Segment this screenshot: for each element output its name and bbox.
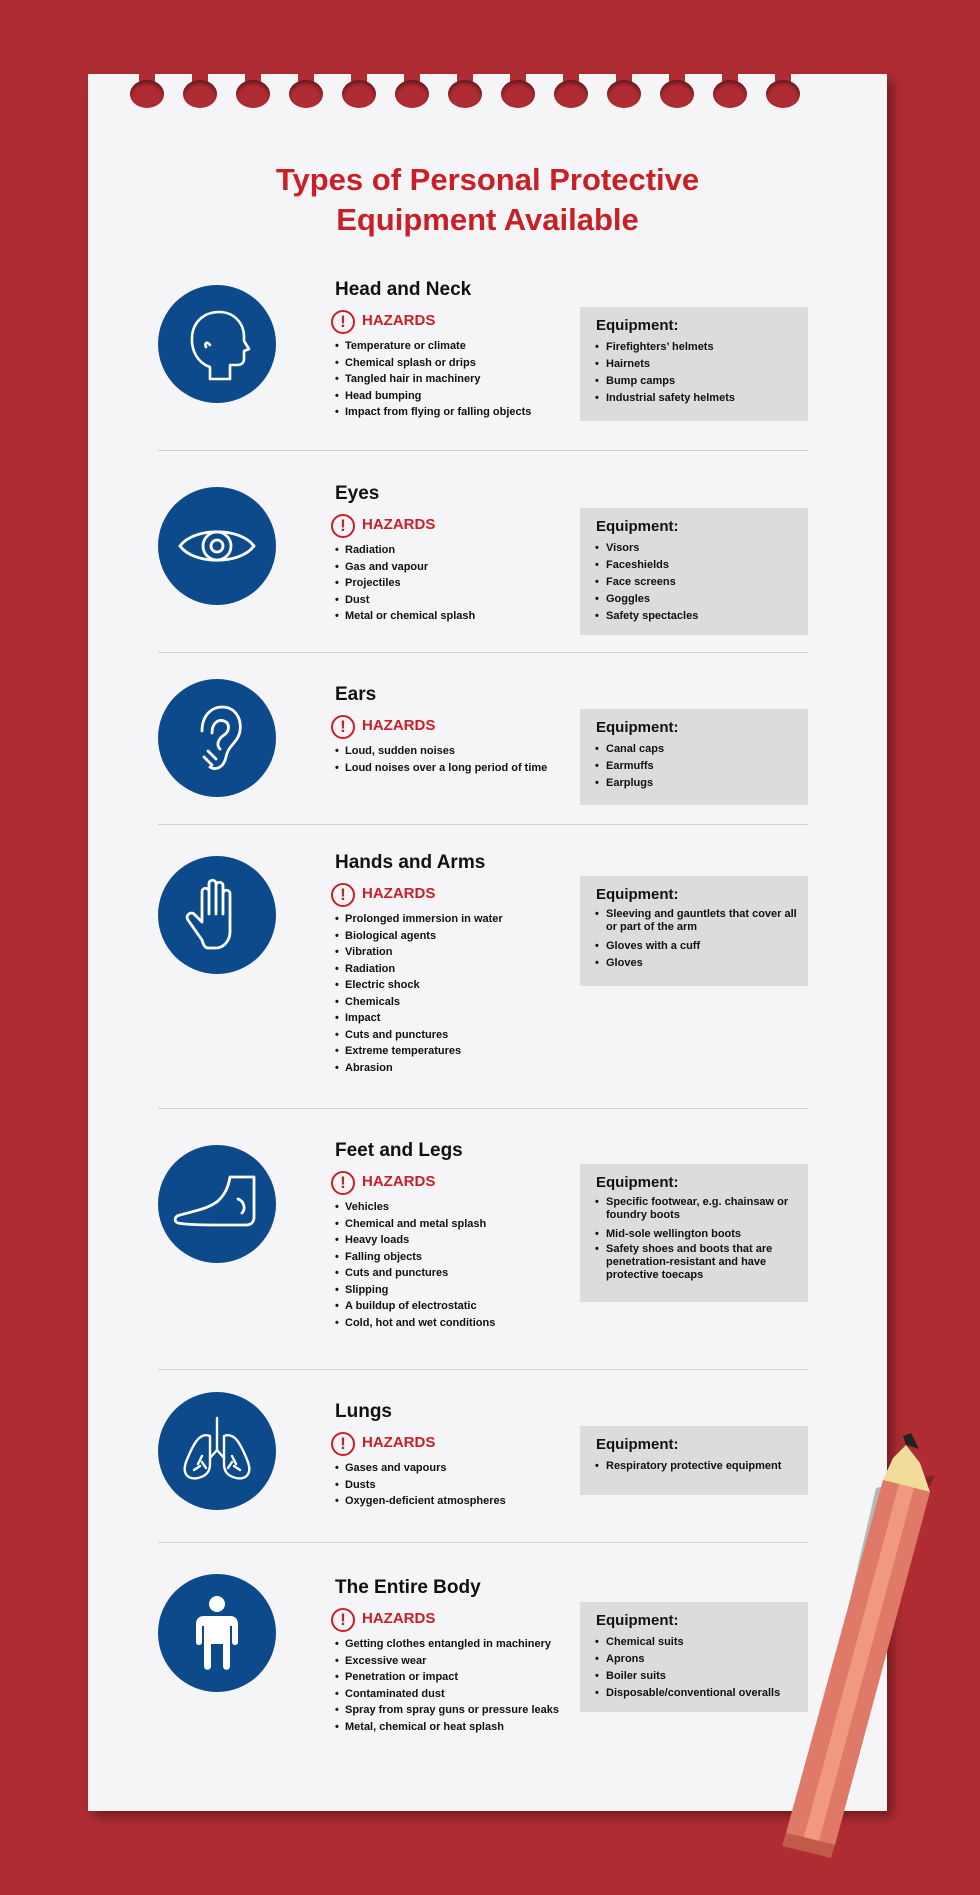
binding-hole (448, 70, 482, 110)
hazard-item: • Electric shock (335, 977, 565, 994)
equipment-item: • Disposable/conventional overalls (595, 1685, 799, 1702)
hazard-item: • Impact (335, 1010, 565, 1027)
hazard-item: • Falling objects (335, 1249, 565, 1266)
equipment-list (595, 1196, 799, 1286)
hazards-list (335, 338, 565, 421)
section-title: Head and Neck (335, 279, 472, 300)
equipment-item: • Goggles (595, 591, 799, 608)
hazards-list (335, 1199, 565, 1331)
divider (158, 1542, 808, 1543)
equipment-box (580, 1426, 808, 1495)
equipment-item: • Chemical suits (595, 1634, 799, 1651)
warning-icon: ! (331, 1171, 355, 1195)
divider (158, 652, 808, 653)
hazard-item: • Vehicles (335, 1199, 565, 1216)
binding-hole (130, 70, 164, 110)
notepad-page (88, 74, 887, 1811)
hazards-label: HAZARDS (362, 516, 436, 533)
hazard-item: • Getting clothes entangled in machinery (335, 1636, 570, 1653)
binding-hole (660, 70, 694, 110)
body-icon (158, 1574, 276, 1692)
divider (158, 1108, 808, 1109)
hazards-list (335, 1460, 565, 1510)
equipment-list (595, 1458, 799, 1475)
hazard-item: • Temperature or climate (335, 338, 565, 355)
hazard-item: • Extreme temperatures (335, 1043, 565, 1060)
equipment-item: • Sleeving and gauntlets that cover all or part of the arm (595, 908, 799, 934)
hazard-item: • Radiation (335, 542, 565, 559)
hazard-item: • Gases and vapours (335, 1460, 565, 1477)
equipment-box (580, 876, 808, 986)
hazard-item: • Prolonged immersion in water (335, 911, 565, 928)
hazard-item: • Chemical splash or drips (335, 355, 565, 372)
equipment-list (595, 1634, 799, 1702)
hazard-item: • Abrasion (335, 1060, 565, 1077)
equipment-label: Equipment: (596, 1436, 679, 1453)
head-icon (158, 285, 276, 403)
equipment-list (595, 741, 799, 792)
binding-hole (501, 70, 535, 110)
hazard-item: • Head bumping (335, 388, 565, 405)
equipment-box (580, 1164, 808, 1302)
title-line-1: Types of Personal Protective (275, 162, 700, 197)
hazard-item: • Gas and vapour (335, 559, 565, 576)
equipment-list (595, 540, 799, 625)
divider (158, 1369, 808, 1370)
hazard-item: • Spray from spray guns or pressure leaks (335, 1702, 570, 1719)
equipment-label: Equipment: (596, 1612, 679, 1629)
equipment-item: • Visors (595, 540, 799, 557)
hazard-item: • Projectiles (335, 575, 565, 592)
title-line-2: Equipment Available (336, 202, 639, 237)
binding-hole (183, 70, 217, 110)
section-title: The Entire Body (335, 1577, 481, 1598)
hazard-item: • Cold, hot and wet conditions (335, 1315, 565, 1332)
hazards-label: HAZARDS (362, 717, 436, 734)
equipment-item: • Aprons (595, 1651, 799, 1668)
hazards-list (335, 1636, 570, 1735)
equipment-item: • Safety shoes and boots that are penetration-resistant and have protective toecaps (595, 1243, 799, 1282)
hazard-item: • Dust (335, 592, 565, 609)
warning-icon: ! (331, 715, 355, 739)
equipment-label: Equipment: (596, 719, 679, 736)
equipment-item: • Faceshields (595, 557, 799, 574)
warning-icon: ! (331, 310, 355, 334)
hazards-list (335, 743, 565, 776)
equipment-box (580, 709, 808, 805)
equipment-item: • Boiler suits (595, 1668, 799, 1685)
hazard-item: • Oxygen-deficient atmospheres (335, 1493, 565, 1510)
eye-icon (158, 487, 276, 605)
equipment-item: • Earmuffs (595, 758, 799, 775)
binding-hole (554, 70, 588, 110)
hazard-item: • Slipping (335, 1282, 565, 1299)
ear-icon (158, 679, 276, 797)
hazard-item: • Dusts (335, 1477, 565, 1494)
hazard-item: • Radiation (335, 961, 565, 978)
section-title: Ears (335, 684, 377, 705)
hand-icon (158, 856, 276, 974)
hazard-item: • Chemical and metal splash (335, 1216, 565, 1233)
hazards-label: HAZARDS (362, 1434, 436, 1451)
hazards-list (335, 911, 565, 1076)
section-title: Feet and Legs (335, 1140, 463, 1161)
page-title (88, 160, 887, 240)
binding-hole (289, 70, 323, 110)
hazard-item: • Impact from flying or falling objects (335, 404, 565, 421)
equipment-item: • Hairnets (595, 356, 799, 373)
warning-icon: ! (331, 514, 355, 538)
hazard-item: • Penetration or impact (335, 1669, 570, 1686)
binding-hole (766, 70, 800, 110)
section-title: Hands and Arms (335, 852, 486, 873)
equipment-box (580, 307, 808, 421)
hazard-item: • Vibration (335, 944, 565, 961)
section-title: Lungs (335, 1401, 392, 1422)
equipment-box (580, 1602, 808, 1712)
binding-hole (395, 70, 429, 110)
equipment-item: • Gloves with a cuff (595, 938, 799, 955)
equipment-label: Equipment: (596, 886, 679, 903)
equipment-item: • Bump camps (595, 373, 799, 390)
foot-icon (158, 1145, 276, 1263)
equipment-item: • Canal caps (595, 741, 799, 758)
equipment-item: • Face screens (595, 574, 799, 591)
hazard-item: • Contaminated dust (335, 1686, 570, 1703)
divider (158, 824, 808, 825)
equipment-list (595, 339, 799, 407)
equipment-item: • Mid-sole wellington boots (595, 1226, 799, 1243)
equipment-label: Equipment: (596, 518, 679, 535)
hazard-item: • Biological agents (335, 928, 565, 945)
divider (158, 450, 808, 451)
hazard-item: • Metal or chemical splash (335, 608, 565, 625)
equipment-item: • Respiratory protective equipment (595, 1458, 799, 1475)
hazards-label: HAZARDS (362, 1173, 436, 1190)
binding-hole (342, 70, 376, 110)
binding-hole (236, 70, 270, 110)
equipment-item: • Safety spectacles (595, 608, 799, 625)
section-title: Eyes (335, 483, 380, 504)
equipment-box (580, 508, 808, 635)
hazard-item: • Loud noises over a long period of time (335, 760, 565, 777)
hazard-item: • Excessive wear (335, 1653, 570, 1670)
hazards-label: HAZARDS (362, 312, 436, 329)
equipment-item: • Industrial safety helmets (595, 390, 799, 407)
hazard-item: • Loud, sudden noises (335, 743, 565, 760)
hazard-item: • Heavy loads (335, 1232, 565, 1249)
hazard-item: • Cuts and punctures (335, 1265, 565, 1282)
equipment-item: • Firefighters’ helmets (595, 339, 799, 356)
warning-icon: ! (331, 883, 355, 907)
equipment-label: Equipment: (596, 1174, 679, 1191)
equipment-item: • Gloves (595, 955, 799, 972)
binding-hole (607, 70, 641, 110)
lungs-icon (158, 1392, 276, 1510)
hazards-label: HAZARDS (362, 885, 436, 902)
hazard-item: • Tangled hair in machinery (335, 371, 565, 388)
warning-icon: ! (331, 1608, 355, 1632)
equipment-list (595, 908, 799, 972)
hazards-list (335, 542, 565, 625)
hazard-item: • Cuts and punctures (335, 1027, 565, 1044)
equipment-item: • Earplugs (595, 775, 799, 792)
warning-icon: ! (331, 1432, 355, 1456)
binding-hole (713, 70, 747, 110)
hazard-item: • Metal, chemical or heat splash (335, 1719, 570, 1736)
hazards-label: HAZARDS (362, 1610, 436, 1627)
hazard-item: • A buildup of electrostatic (335, 1298, 565, 1315)
equipment-label: Equipment: (596, 317, 679, 334)
hazard-item: • Chemicals (335, 994, 565, 1011)
equipment-item: • Specific footwear, e.g. chainsaw or foundry boots (595, 1196, 799, 1222)
